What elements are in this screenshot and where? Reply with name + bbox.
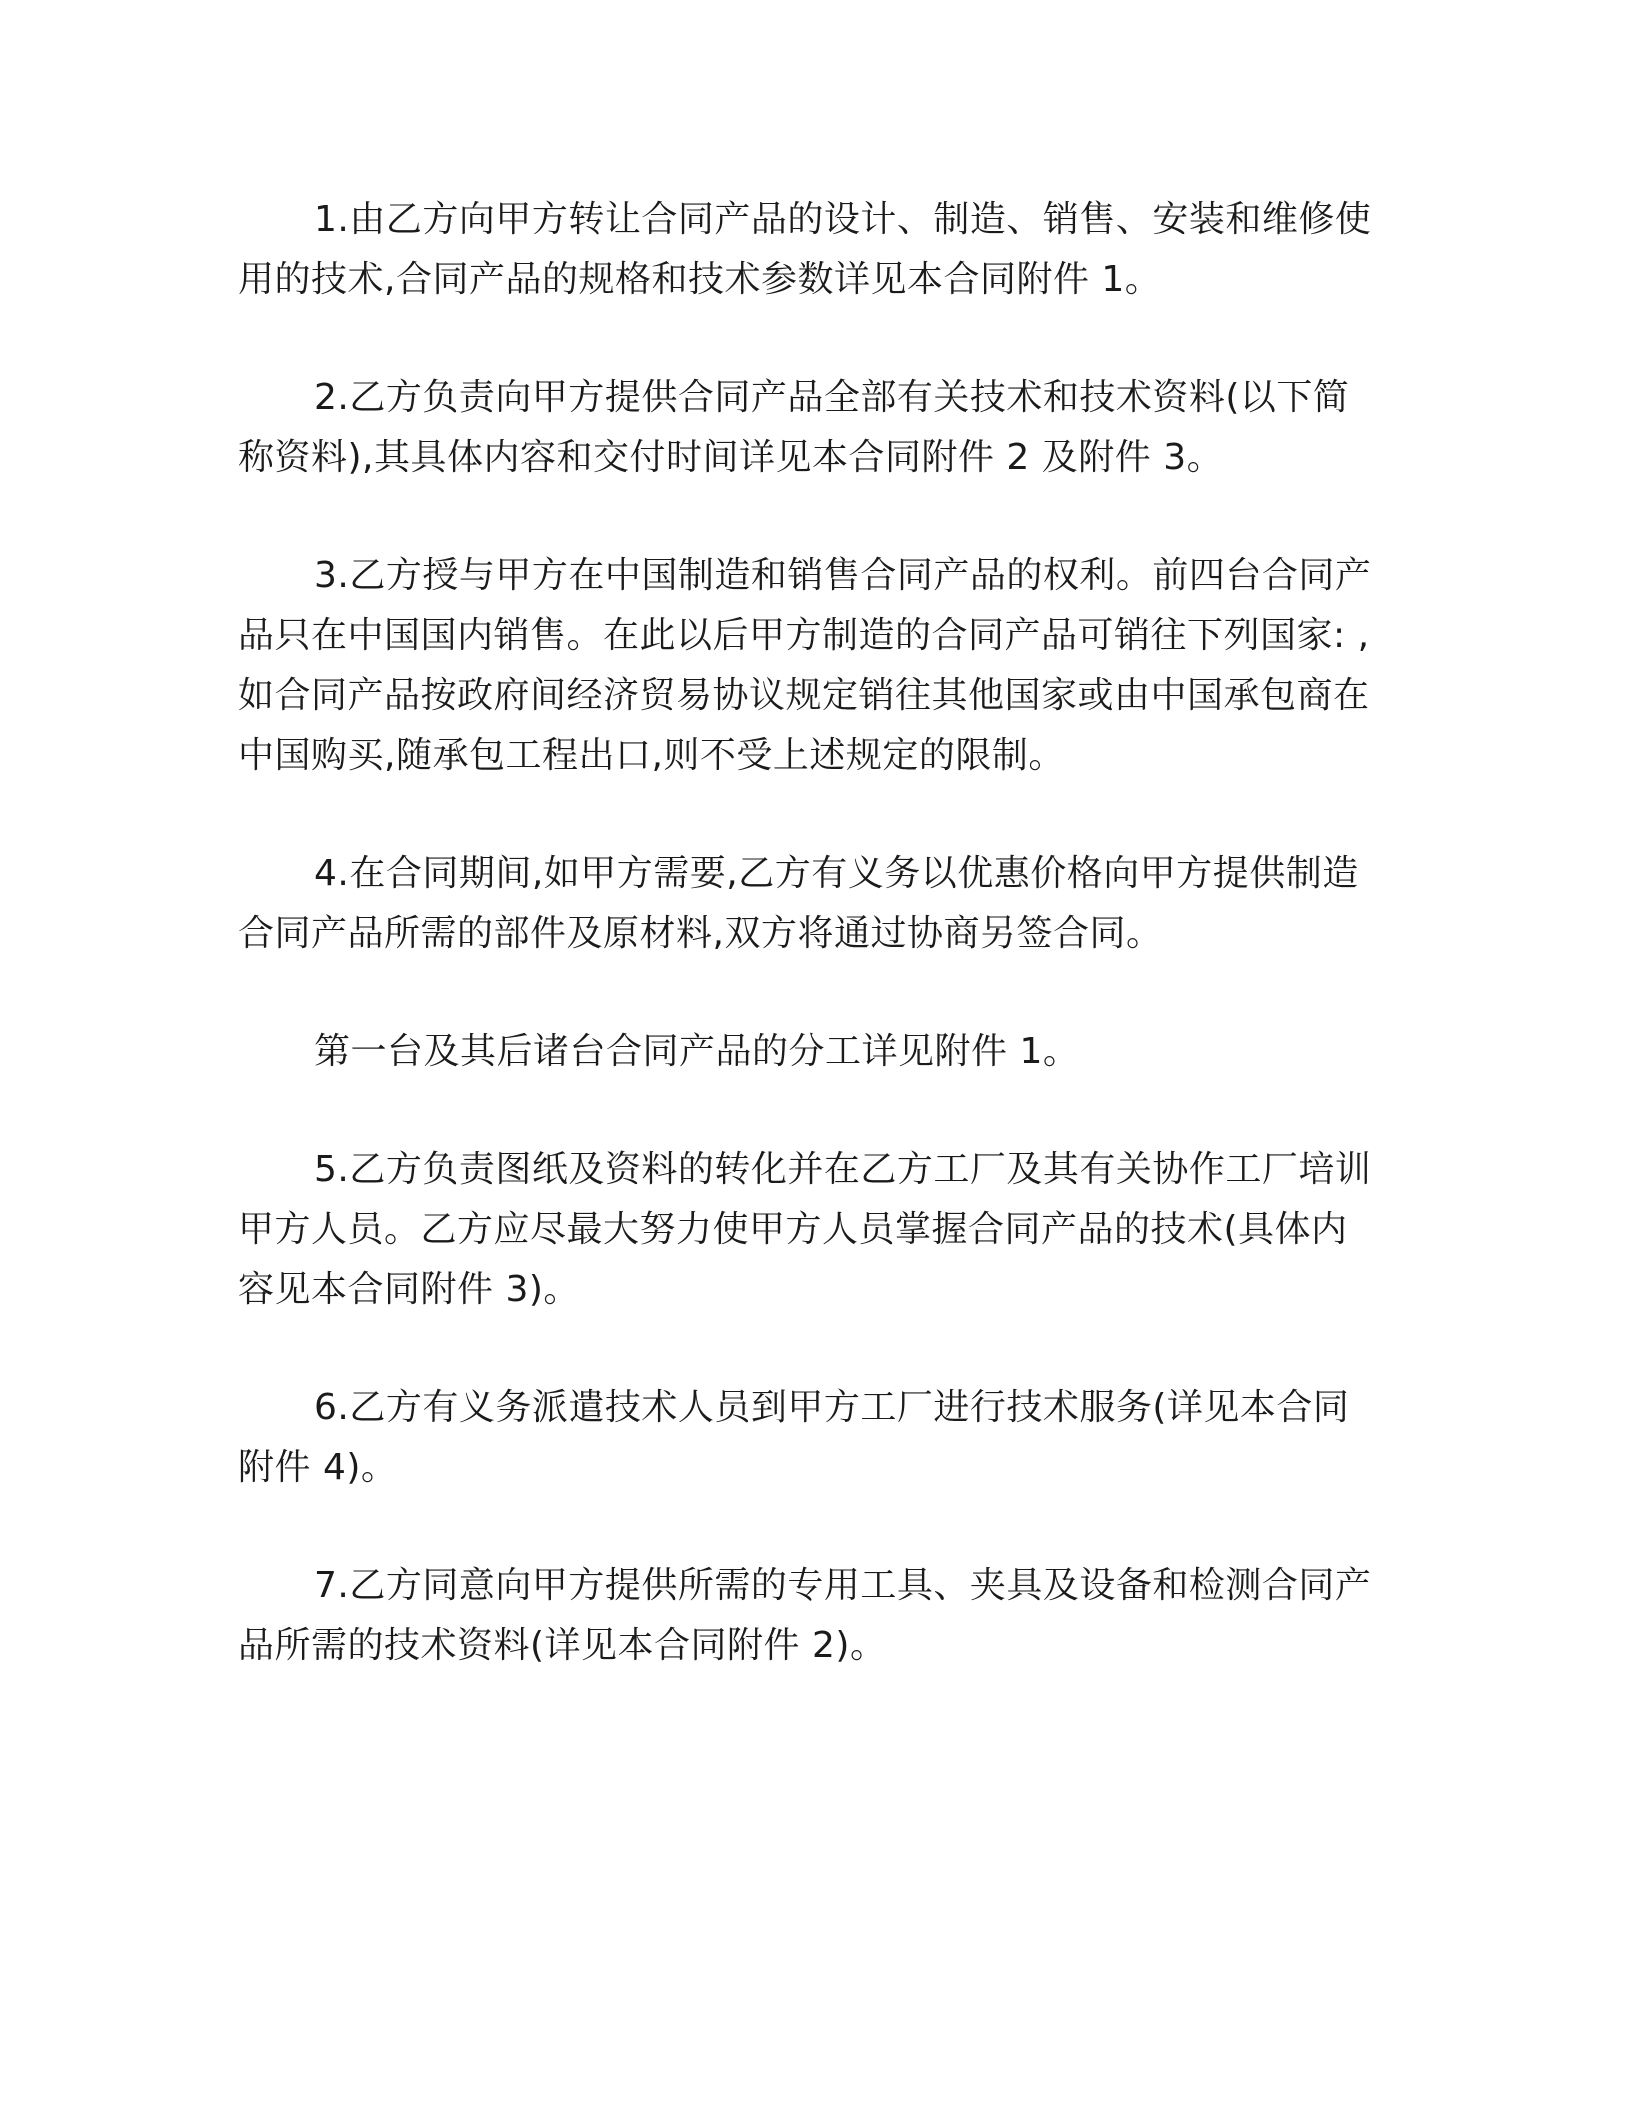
clause-7: 7.乙方同意向甲方提供所需的专用工具、夹具及设备和检测合同产品所需的技术资料(详见本合同附件 2)。 <box>238 1565 1372 1666</box>
clause-3: 3.乙方授与甲方在中国制造和销售合同产品的权利。前四台合同产品只在中国国内销售。在此以后甲方制造的合同产品可销往下列国家: ,如合同产品按政府间经济贸易协议规定销往其他国家或由中国承包商在中国购买,随承包工程出口,则不受上述规定的限制。 <box>238 555 1372 776</box>
clause-2: 2.乙方负责向甲方提供合同产品全部有关技术和技术资料(以下简称资料),其具体内容和交付时间详见本合同附件 2 及附件 3。 <box>238 377 1350 478</box>
document-body <box>238 190 1378 1734</box>
clause-4: 4.在合同期间,如甲方需要,乙方有义务以优惠价格向甲方提供制造合同产品所需的部件及原材料,双方将通过协商另签合同。 <box>238 853 1359 954</box>
clause-1: 1.由乙方向甲方转让合同产品的设计、制造、销售、安装和维修使用的技术,合同产品的规格和技术参数详见本合同附件 1。 <box>238 199 1372 300</box>
clause-6: 6.乙方有义务派遣技术人员到甲方工厂进行技术服务(详见本合同附件 4)。 <box>238 1387 1350 1488</box>
clause-4-note: 第一台及其后诸台合同产品的分工详见附件 1。 <box>314 1031 1080 1072</box>
clause-5: 5.乙方负责图纸及资料的转化并在乙方工厂及其有关协作工厂培训甲方人员。乙方应尽最大努力使甲方人员掌握合同产品的技术(具体内容见本合同附件 3)。 <box>238 1149 1372 1310</box>
